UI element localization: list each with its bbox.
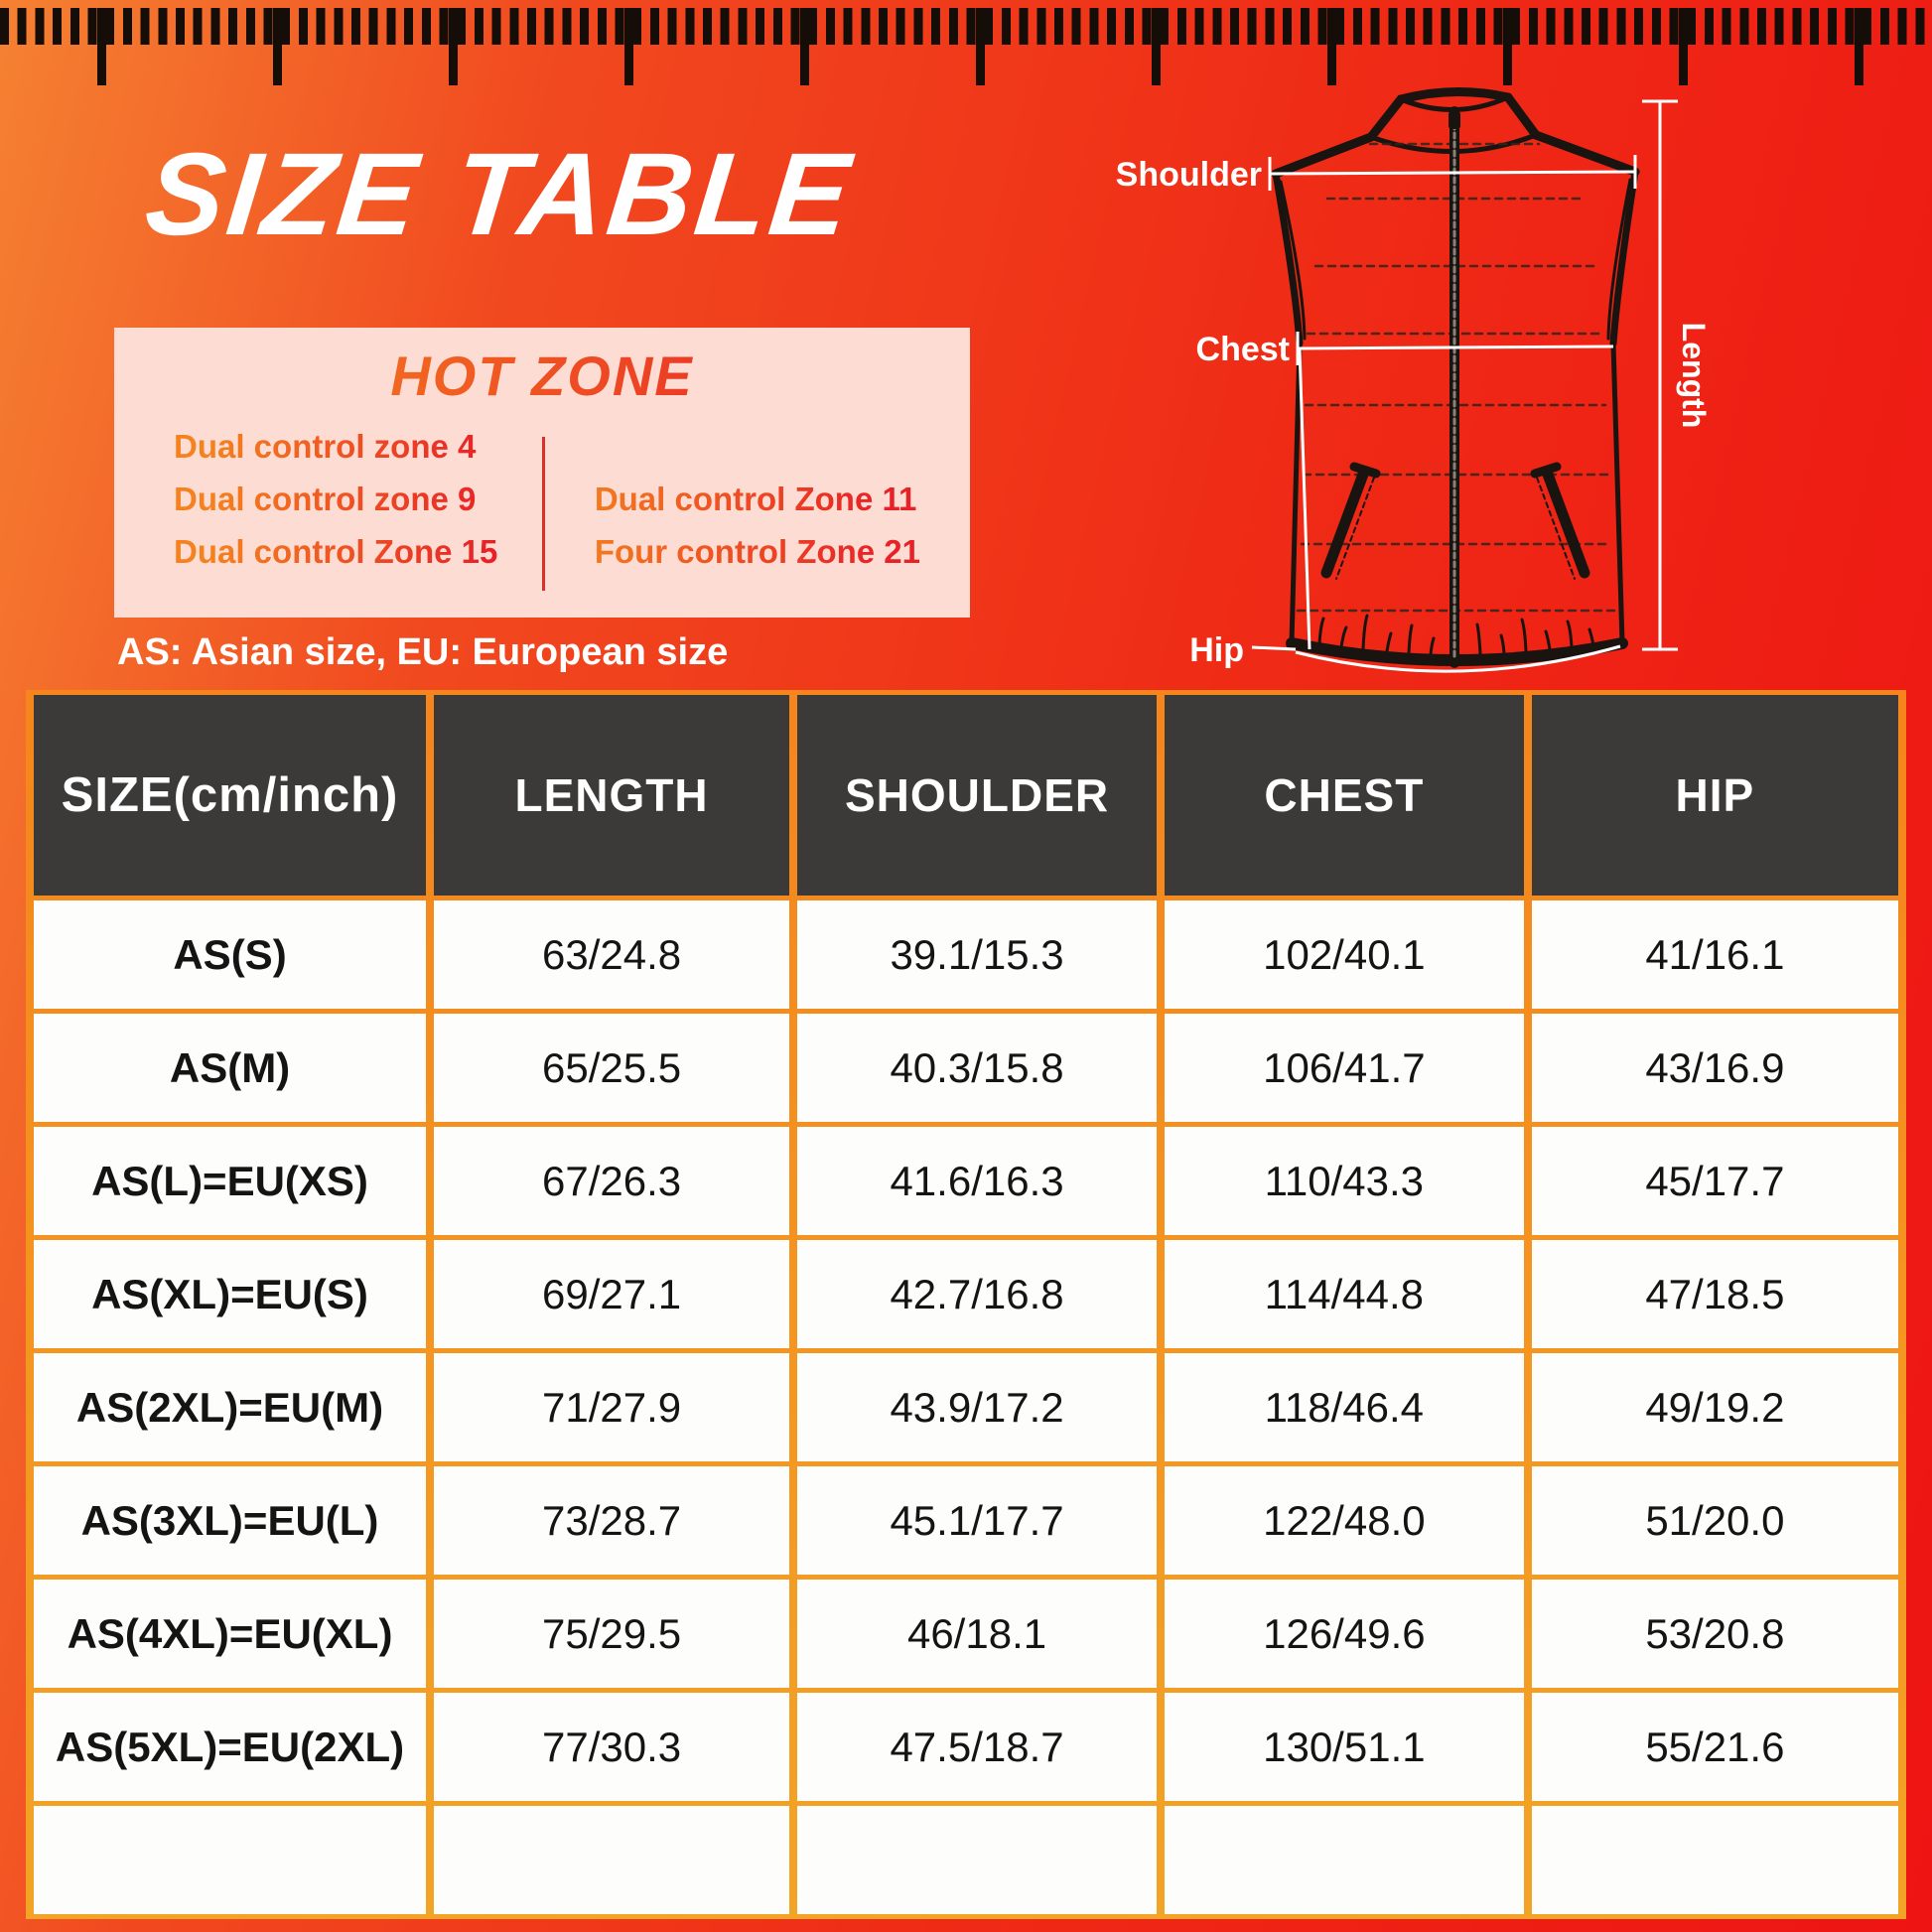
- cell-chest: 106/41.7: [1165, 1014, 1524, 1122]
- hot-zone-item: Dual control zone 4: [174, 428, 525, 466]
- cell-size: [34, 1806, 426, 1914]
- cell-shoulder: 39.1/15.3: [797, 900, 1157, 1009]
- header-hip: HIP: [1532, 695, 1898, 896]
- cell-hip: 45/17.7: [1532, 1127, 1898, 1235]
- hot-zone-item: Dual control Zone 15: [174, 533, 525, 571]
- cell-hip: 51/20.0: [1532, 1466, 1898, 1575]
- cell-length: 73/28.7: [434, 1466, 789, 1575]
- cell-size: AS(4XL)=EU(XL): [34, 1580, 426, 1688]
- cell-chest: 102/40.1: [1165, 900, 1524, 1009]
- cell-shoulder: 42.7/16.8: [797, 1240, 1157, 1348]
- hot-zone-item: Four control Zone 21: [525, 533, 920, 571]
- chest-label: Chest: [1195, 331, 1290, 368]
- cell-hip: 41/16.1: [1532, 900, 1898, 1009]
- cell-shoulder: 45.1/17.7: [797, 1466, 1157, 1575]
- cell-chest: 122/48.0: [1165, 1466, 1524, 1575]
- cell-shoulder: 46/18.1: [797, 1580, 1157, 1688]
- shoulder-measure-line: [1270, 172, 1635, 174]
- cell-shoulder: 40.3/15.8: [797, 1014, 1157, 1122]
- cell-shoulder: 41.6/16.3: [797, 1127, 1157, 1235]
- cell-length: 67/26.3: [434, 1127, 789, 1235]
- cell-chest: 118/46.4: [1165, 1353, 1524, 1461]
- hot-zone-item: [525, 428, 920, 466]
- cell-hip: 53/20.8: [1532, 1580, 1898, 1688]
- header-length: LENGTH: [434, 695, 789, 896]
- cell-length: 65/25.5: [434, 1014, 789, 1122]
- cell-size: AS(3XL)=EU(L): [34, 1466, 426, 1575]
- table-row: [34, 1127, 1898, 1235]
- table-row: [34, 1693, 1898, 1801]
- cell-size: AS(M): [34, 1014, 426, 1122]
- page-title: SIZE TABLE: [140, 129, 859, 260]
- cell-size: AS(XL)=EU(S): [34, 1240, 426, 1348]
- hot-zone-panel: [114, 328, 970, 618]
- table-row: [34, 1240, 1898, 1348]
- size-table: [26, 690, 1906, 1919]
- table-row: [34, 1466, 1898, 1575]
- cell-shoulder: [797, 1806, 1157, 1914]
- cell-size: AS(L)=EU(XS): [34, 1127, 426, 1235]
- length-label: Length: [1676, 322, 1712, 429]
- table-row-empty: [34, 1806, 1898, 1914]
- hip-label: Hip: [1189, 631, 1244, 669]
- cell-hip: 43/16.9: [1532, 1014, 1898, 1122]
- cell-length: [434, 1806, 789, 1914]
- chest-measure-line: [1298, 346, 1613, 348]
- table-row: [34, 1580, 1898, 1688]
- hot-zone-divider: [542, 437, 545, 591]
- table-row: [34, 900, 1898, 1009]
- cell-chest: 130/51.1: [1165, 1693, 1524, 1801]
- cell-length: 69/27.1: [434, 1240, 789, 1348]
- shoulder-label: Shoulder: [1115, 156, 1262, 194]
- cell-hip: [1532, 1806, 1898, 1914]
- cell-length: 63/24.8: [434, 900, 789, 1009]
- header-shoulder: SHOULDER: [797, 695, 1157, 896]
- table-row: [34, 1353, 1898, 1461]
- size-note: AS: Asian size, EU: European size: [117, 631, 729, 673]
- header-size: SIZE(cm/inch): [34, 695, 426, 896]
- header-chest: CHEST: [1165, 695, 1524, 896]
- cell-shoulder: 47.5/18.7: [797, 1693, 1157, 1801]
- hip-measure-line: [1252, 647, 1296, 649]
- cell-chest: 126/49.6: [1165, 1580, 1524, 1688]
- table-row: [34, 1014, 1898, 1122]
- cell-hip: 47/18.5: [1532, 1240, 1898, 1348]
- hot-zone-item: Dual control Zone 11: [525, 481, 920, 518]
- cell-size: AS(2XL)=EU(M): [34, 1353, 426, 1461]
- cell-size: AS(S): [34, 900, 426, 1009]
- cell-length: 77/30.3: [434, 1693, 789, 1801]
- hot-zone-list: [174, 428, 920, 571]
- cell-size: AS(5XL)=EU(2XL): [34, 1693, 426, 1801]
- cell-chest: 110/43.3: [1165, 1127, 1524, 1235]
- cell-hip: 55/21.6: [1532, 1693, 1898, 1801]
- hot-zone-item: Dual control zone 9: [174, 481, 525, 518]
- vest-diagram: [898, 50, 1792, 685]
- table-header-row: [34, 695, 1898, 896]
- hot-zone-title: HOT ZONE: [114, 344, 970, 408]
- cell-hip: 49/19.2: [1532, 1353, 1898, 1461]
- cell-chest: 114/44.8: [1165, 1240, 1524, 1348]
- cell-length: 71/27.9: [434, 1353, 789, 1461]
- cell-shoulder: 43.9/17.2: [797, 1353, 1157, 1461]
- cell-length: 75/29.5: [434, 1580, 789, 1688]
- cell-chest: [1165, 1806, 1524, 1914]
